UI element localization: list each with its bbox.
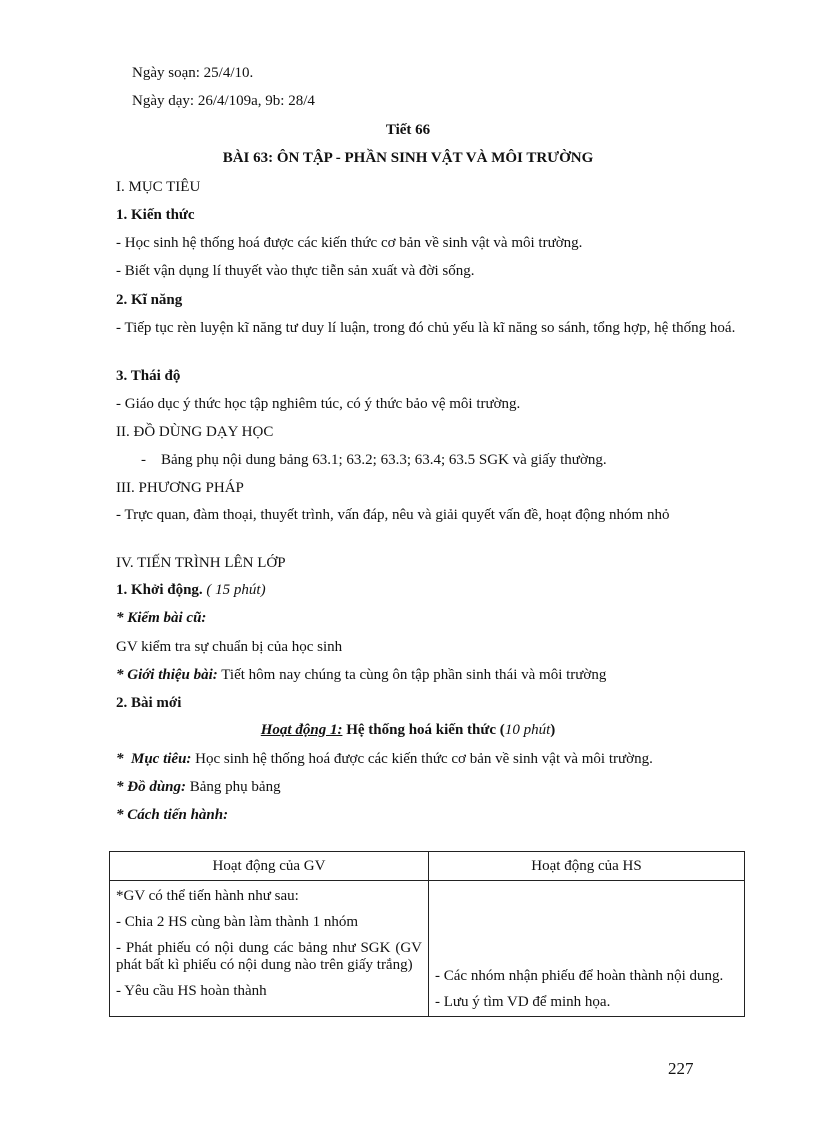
heading-materials: II. ĐỒ DÙNG DẠY HỌC (116, 424, 274, 440)
activity-goal-line (116, 750, 764, 769)
activity-title: Hệ thống hoá kiến thức ( (346, 722, 505, 738)
activity-time: 10 phút (504, 722, 551, 738)
page-number: 227 (668, 1059, 694, 1078)
activity-tools-text: Bảng phụ bảng (189, 779, 281, 795)
heading-knowledge: 1. Kiến thức (116, 207, 195, 223)
activity-close: ) (550, 722, 556, 738)
activity-goal-text: Học sinh hệ thống hoá được các kiến thức cơ bản về sinh vật và môi trường. (195, 751, 653, 767)
startup-line (116, 581, 764, 600)
activity-name: Hoạt động 1: (260, 722, 343, 738)
gv-item: - Chia 2 HS cùng bàn làm thành 1 nhóm (116, 914, 359, 930)
hs-cell (429, 881, 745, 1017)
activity-method-label: * Cách tiến hành: (116, 807, 229, 823)
activity-table (109, 851, 745, 1017)
date-prepared: Ngày soạn: 25/4/10. (132, 65, 254, 81)
startup-label: 1. Khởi động. (116, 582, 203, 598)
startup-time: ( 15 phút) (206, 582, 266, 598)
heading-new-lesson: 2. Bài mới (116, 695, 182, 711)
gv-item: - Phát phiếu có nội dung các bảng như SGK (GV phát bất kì phiếu có nội dung nào trên giấy trắng) (116, 940, 422, 973)
gv-item: *GV có thể tiến hành như sau: (116, 888, 299, 904)
skills-item-1: - Tiếp tục rèn luyện kĩ năng tư duy lí luận, trong đó chủ yếu là kĩ năng so sánh, tổng hợp, hệ thống hoá. (116, 320, 736, 336)
table-header-hs: Hoạt động của HS (429, 852, 745, 881)
hs-item: - Lưu ý tìm VD để minh họa. (435, 994, 611, 1010)
activity-goal-label: * Mục tiêu: (116, 751, 192, 767)
knowledge-item-1: - Học sinh hệ thống hoá được các kiến thức cơ bản về sinh vật và môi trường. (116, 235, 583, 251)
old-lesson-check-text: GV kiểm tra sự chuẩn bị của học sinh (116, 639, 343, 655)
attitude-item-1: - Giáo dục ý thức học tập nghiêm túc, có ý thức bảo vệ môi trường. (116, 396, 521, 412)
hs-item: - Các nhóm nhận phiếu để hoàn thành nội dung. (435, 968, 724, 984)
activity-tools-label: * Đồ dùng: (116, 779, 187, 795)
materials-item-1: - Bảng phụ nội dung bảng 63.1; 63.2; 63.3; 63.4; 63.5 SGK và giấy thường. (141, 452, 607, 468)
intro-text: Tiết hôm nay chúng ta cùng ôn tập phần sinh thái và môi trường (221, 667, 607, 683)
date-taught: Ngày dạy: 26/4/109a, 9b: 28/4 (132, 93, 315, 109)
activity-tools-line (116, 778, 764, 797)
intro-line (116, 666, 764, 685)
lesson-title: BÀI 63: ÔN TẬP - PHẦN SINH VẬT VÀ MÔI TRƯỜNG (222, 150, 594, 166)
methods-item-1: - Trực quan, đàm thoại, thuyết trình, vấn đáp, nêu và giải quyết vấn đề, hoạt động nhóm nhỏ (116, 507, 670, 523)
period-title: Tiết 66 (385, 122, 431, 138)
heading-procedure: IV. TIẾN TRÌNH LÊN LỚP (116, 555, 286, 571)
heading-skills: 2. Kĩ năng (116, 292, 183, 308)
heading-objectives: I. MỤC TIÊU (116, 179, 201, 195)
intro-label: * Giới thiệu bài: (116, 667, 218, 683)
table-header-gv: Hoạt động của GV (110, 852, 429, 881)
table-header-row (110, 852, 745, 881)
table-row (110, 881, 745, 1017)
activity-heading (0, 721, 816, 740)
gv-cell (110, 881, 429, 1017)
heading-attitude: 3. Thái độ (116, 368, 181, 384)
heading-methods: III. PHƯƠNG PHÁP (116, 480, 244, 496)
old-lesson-check-label: * Kiểm bài cũ: (116, 610, 207, 626)
gv-item: - Yêu cầu HS hoàn thành (116, 983, 267, 999)
knowledge-item-2: - Biết vận dụng lí thuyết vào thực tiễn sản xuất và đời sống. (116, 263, 475, 279)
